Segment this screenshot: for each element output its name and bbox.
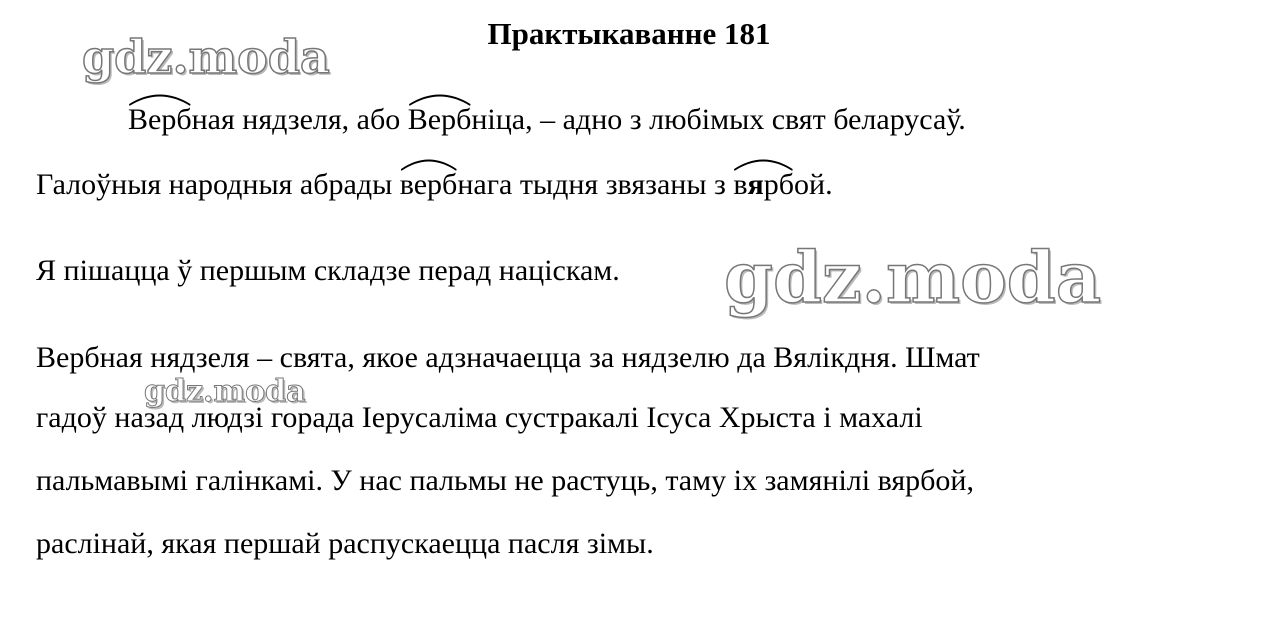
root-arc-icon	[733, 157, 794, 171]
sentence-1	[128, 100, 966, 140]
paragraph-line: пальмавымі галінкамі. У нас пальмы не растуць, таму іх замянілі вярбой,	[36, 464, 974, 497]
paragraph-line: Вербная нядзеля – свята, якое адзначаецца за нядзелю да Вялікдня. Шмат	[36, 341, 980, 374]
word-root-arc	[733, 165, 794, 205]
word-root: Верб	[407, 103, 472, 136]
word-root: Верб	[128, 103, 192, 136]
word-root-arc	[400, 165, 458, 205]
sentence-2	[36, 165, 833, 205]
text: ой.	[794, 168, 833, 201]
word-root: верб	[399, 168, 458, 201]
stressed-letter: я	[747, 168, 764, 201]
text: ніца, – адно з любімых свят беларусаў.	[471, 103, 966, 136]
watermark: gdz.moda	[82, 30, 330, 84]
paragraph-line: раслінай, якая першай распускаецца пасля зімы.	[36, 527, 654, 560]
text: ная нядзеля, або	[191, 103, 408, 136]
word-root-arc	[128, 100, 192, 140]
page-title: Практыкаванне 181	[487, 16, 771, 51]
word-root: рб	[763, 168, 795, 201]
root-arc-icon	[128, 92, 192, 106]
root-arc-icon	[408, 92, 472, 106]
text: Галоўныя народныя абрады	[36, 168, 400, 201]
root-arc-icon	[400, 157, 458, 171]
word-root: в	[733, 168, 748, 201]
rule-sentence: Я пішацца ў першым складзе перад націскам.	[36, 254, 620, 287]
word-root-arc	[408, 100, 472, 140]
watermark: gdz.moda	[144, 374, 306, 409]
text: нага тыдня звязаны з	[457, 168, 734, 201]
watermark: gdz.moda	[724, 236, 1102, 319]
paragraph-line: гадоў назад людзі горада Іерусаліма сустракалі Ісуса Хрыста і махалі	[36, 401, 923, 434]
